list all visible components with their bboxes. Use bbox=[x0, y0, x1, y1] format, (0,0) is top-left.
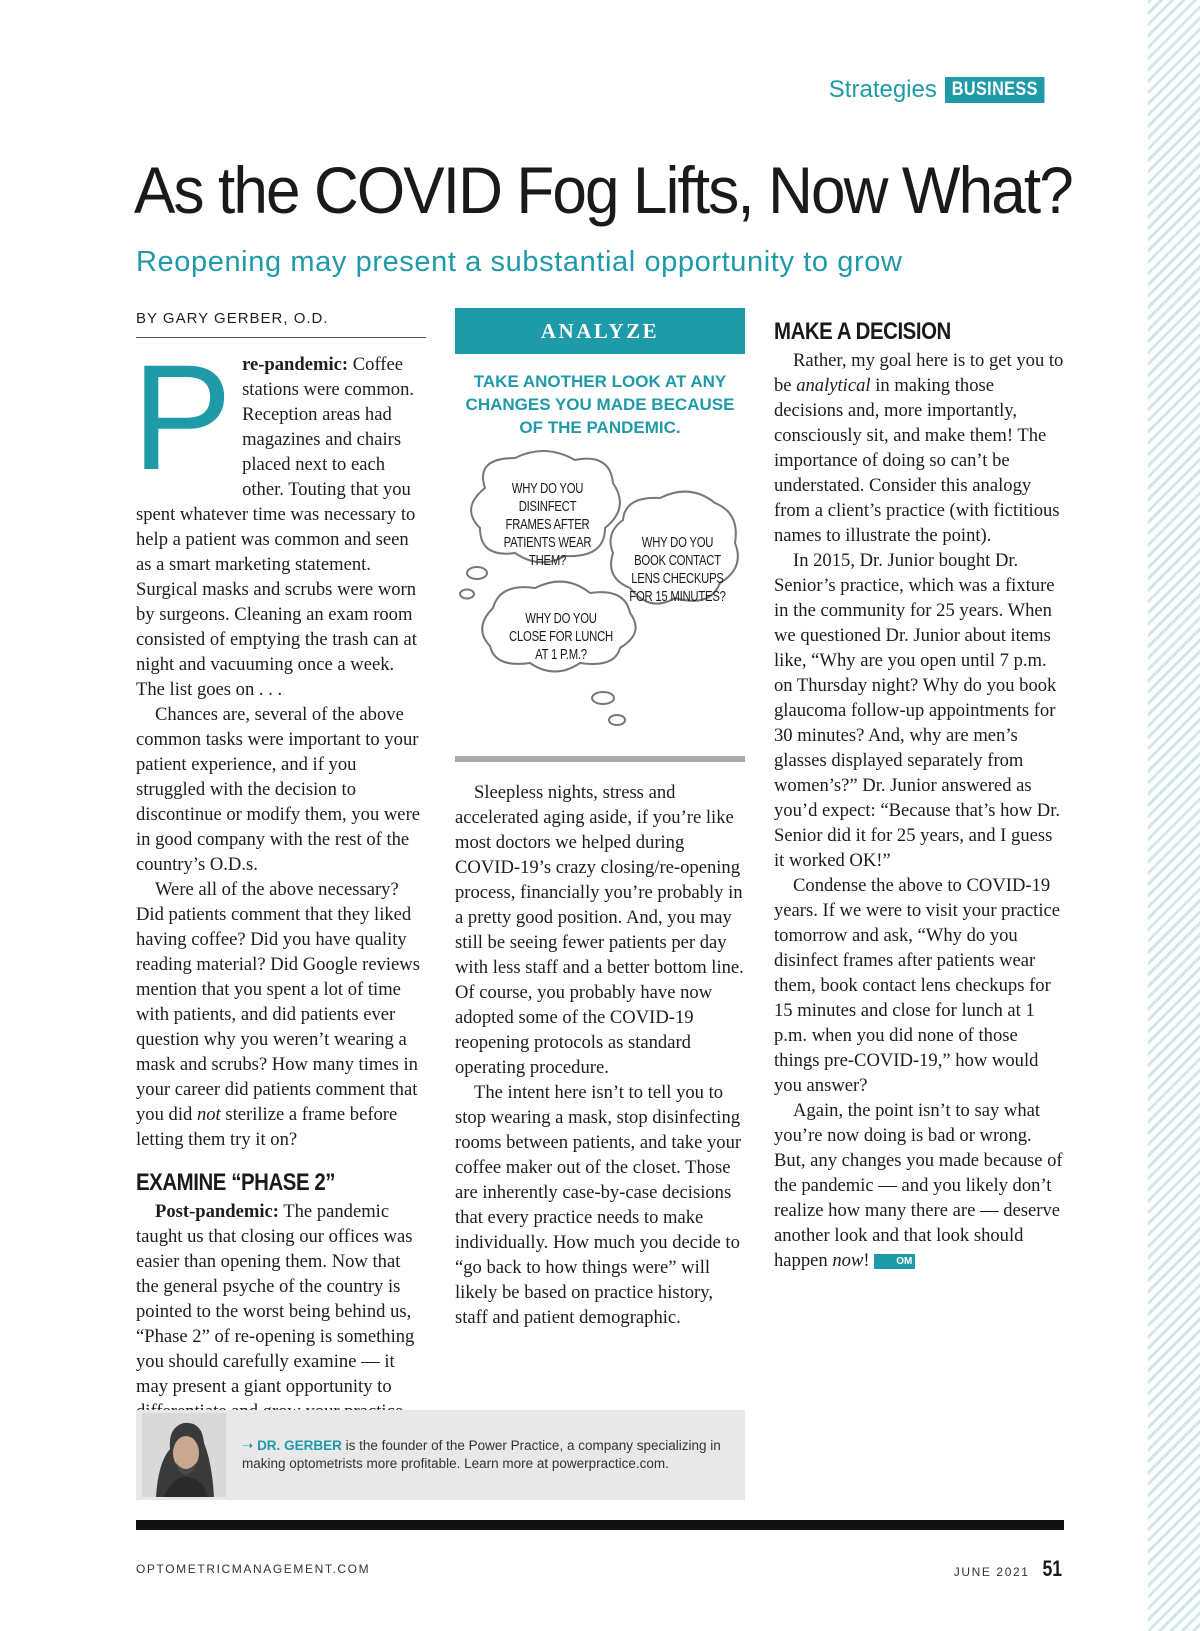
paragraph-text: Coffee stations were common. Reception areas had magazines and chairs placed next to each other. Touting that you spent whatever time was necessary to help a patient was common and seen as a smart marketing statement. Surgical masks and scrubs were worn by surgeons. Cleaning an exam room consisted of emptying the trash can at night and vacuuming once a week. The list goes on . . . bbox=[136, 354, 417, 700]
bio-description: is the founder of the Power Practice, a company specializing in making optometrists more profitable. Learn more at powerpractice.com. bbox=[242, 1438, 721, 1471]
article-column-3 bbox=[774, 305, 1064, 1273]
bubble-text-lunch: WHY DO YOU CLOSE FOR LUNCH AT 1 P.M.? bbox=[509, 611, 613, 663]
paragraph bbox=[136, 877, 426, 1152]
paragraph-text: in making those decisions and, more importantly, consciously sit, and make them! The importance of doing so can’t be understated. Consider this analogy from a client’s practice (with fictitious names to illustrate the point). bbox=[774, 375, 1060, 546]
article-subtitle: Reopening may present a substantial opportunity to grow bbox=[136, 246, 903, 278]
bio-text bbox=[242, 1437, 732, 1473]
subhead-decision: MAKE A DECISION bbox=[774, 318, 951, 345]
article-column-1 bbox=[132, 333, 426, 1424]
subhead-examine: EXAMINE “PHASE 2” bbox=[136, 1169, 336, 1196]
footer-site: OPTOMETRICMANAGEMENT.COM bbox=[136, 1562, 371, 1576]
lead-in: Post-pandemic: bbox=[155, 1201, 279, 1222]
paragraph-text: Again, the point isn’t to say what you’re now doing is bad or wrong. But, any changes you made because of the pandemic — and you likely don’t realize how many there are — deserve another look and that look should happen bbox=[774, 1100, 1063, 1271]
page-number: 51 bbox=[1041, 1556, 1062, 1581]
bio-name: DR. GERBER bbox=[257, 1438, 342, 1453]
paragraph: The intent here isn’t to tell you to stop wearing a mask, stop disinfecting rooms between patients, and take your coffee maker out of the closet. Those are inherently case-by-case decisions that every practice needs to make individually. How much you decide to “go back to how things were” will likely be based on practice history, staff and patient demographic. bbox=[455, 1082, 742, 1328]
lead-in: re-pandemic: bbox=[242, 354, 349, 375]
category-badge: BUSINESS bbox=[945, 77, 1045, 103]
drop-cap: P bbox=[132, 333, 233, 501]
paragraph-intro bbox=[132, 333, 426, 702]
footer-folio bbox=[954, 1556, 1064, 1582]
paragraph: In 2015, Dr. Junior bought Dr. Senior’s practice, which was a fixture in the community for 25 years. When we questioned Dr. Junior about items like, “Why are you open until 7 p.m. on Thursday night? Why do you book glaucoma follow-up appointments for 30 minutes? And, why are men’s glasses displayed separately from women’s?” Dr. Junior answered as you’d expect: “Because that’s how Dr. Senior did it for 25 years, and I guess it worked OK!” bbox=[774, 550, 1061, 871]
article-title: As the COVID Fog Lifts, Now What? bbox=[134, 153, 1072, 227]
analyze-sidebar bbox=[455, 308, 745, 762]
emphasis: now bbox=[832, 1250, 864, 1271]
end-mark-badge: OM bbox=[874, 1254, 915, 1269]
paragraph-text: ! bbox=[863, 1250, 870, 1271]
sidebar-heading: ANALYZE bbox=[455, 308, 745, 354]
emphasis: analytical bbox=[796, 375, 871, 396]
bubble-text-contact-lens: WHY DO YOU BOOK CONTACT LENS CHECKUPS FOR 15 MINUTES? bbox=[629, 535, 726, 605]
author-photo bbox=[142, 1413, 226, 1497]
article-column-2 bbox=[455, 780, 745, 1330]
emphasis: not bbox=[196, 1104, 221, 1125]
paragraph-text: Were all of the above necessary? Did patients comment that they liked having coffee? Did you have quality reading material? Did Google reviews mention that you spent a lot of time with patients, and did patients ever question why you weren’t wearing a mask and scrubs? How many times in your career did patients comment that you did bbox=[136, 879, 420, 1125]
footer-issue: JUNE 2021 bbox=[953, 1565, 1030, 1579]
paragraph-text: sterilize a frame before letting them try it on? bbox=[136, 1104, 398, 1150]
author-bio bbox=[136, 1410, 745, 1500]
paragraph-text: The pandemic taught us that closing our offices was easier than opening them. Now that the general psyche of the country is pointed to the worst being behind us, “Phase 2” of re-opening is something you should carefully examine — it may present a giant opportunity to bbox=[136, 1201, 415, 1397]
paragraph-text: Rather, my goal here is to get you to be bbox=[774, 350, 1064, 396]
paragraph bbox=[136, 1199, 426, 1424]
sidebar-subheading: TAKE ANOTHER LOOK AT ANY CHANGES YOU MADE BECAUSE OF THE PANDEMIC. bbox=[465, 372, 735, 437]
paragraph: Chances are, several of the above common tasks were important to your patient experience, and if you struggled with the decision to discontinue or modify them, you were in good company with the rest of the country’s O.D.s. bbox=[136, 704, 421, 875]
thought-bubbles bbox=[455, 448, 745, 748]
byline: BY GARY GERBER, O.D. bbox=[136, 310, 426, 338]
paragraph bbox=[774, 348, 1064, 548]
paragraph bbox=[774, 1098, 1064, 1273]
footer-rule bbox=[136, 1520, 1064, 1530]
bubble-text-frames: WHY DO YOU DISINFECT FRAMES AFTER PATIENTS WEAR THEM? bbox=[503, 481, 592, 569]
paragraph: Condense the above to COVID-19 years. If we were to visit your practice tomorrow and ask, “Why do you disinfect frames after patients wear them, book contact lens checkups for 15 minutes and close for lunch at 1 p.m. when you did none of those things pre-COVID-19,” how would you answer? bbox=[774, 875, 1061, 1096]
decorative-stripe bbox=[1148, 0, 1200, 1631]
section-label: Strategies bbox=[828, 76, 937, 103]
arrow-icon: ➝ bbox=[242, 1438, 258, 1453]
paragraph: Sleepless nights, stress and accelerated aging aside, if you’re like most doctors we helped during COVID-19’s crazy closing/re-opening process, financially you’re probably in a pretty good position. And, you may still be seeing fewer patients per day with less staff and a better bottom line. Of course, you probably have now adopted some of the COVID-19 reopening protocols as standard operating procedure. bbox=[455, 782, 744, 1078]
section-header bbox=[829, 76, 1062, 104]
